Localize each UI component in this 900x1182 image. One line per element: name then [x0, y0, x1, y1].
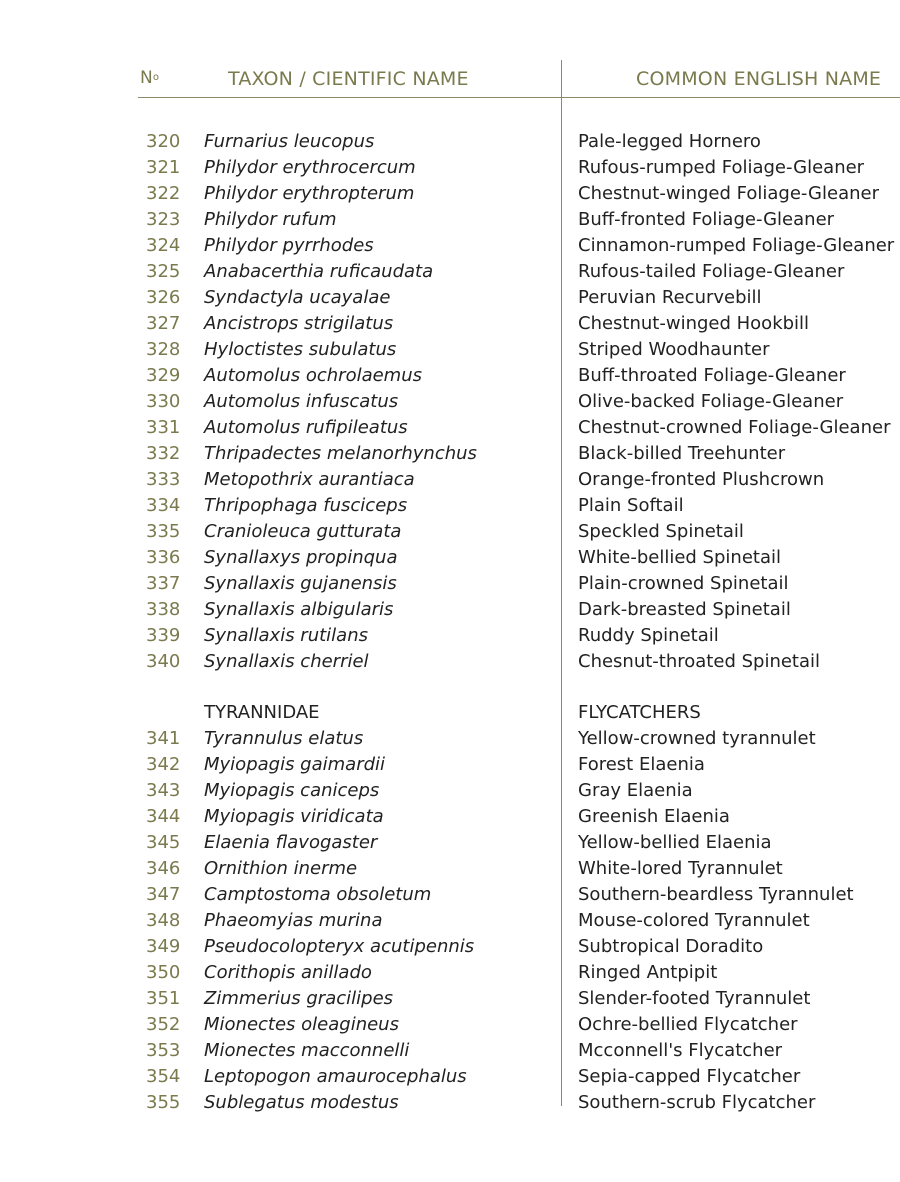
- common-name: Yellow-crowned tyrannulet: [578, 728, 816, 749]
- common-name: Plain-crowned Spinetail: [578, 573, 789, 594]
- scientific-name: Myiopagis viridicata: [204, 806, 384, 827]
- common-name: Black-billed Treehunter: [578, 443, 786, 464]
- scientific-name: Philydor pyrrhodes: [204, 235, 374, 256]
- species-number: 352: [146, 1014, 181, 1035]
- number-header-label: N: [140, 68, 153, 88]
- species-row: [0, 155, 900, 181]
- common-name: Orange-fronted Plushcrown: [578, 469, 825, 490]
- scientific-name: Mionectes oleagineus: [204, 1014, 399, 1035]
- species-number: 344: [146, 806, 181, 827]
- species-row: [0, 882, 900, 908]
- common-name: Subtropical Doradito: [578, 936, 764, 957]
- species-row: [0, 623, 900, 649]
- scientific-name: Ancistrops strigilatus: [204, 313, 394, 334]
- common-name: Plain Softail: [578, 495, 684, 516]
- species-row: [0, 389, 900, 415]
- species-number: 321: [146, 157, 181, 178]
- species-row: [0, 207, 900, 233]
- species-number: 336: [146, 547, 181, 568]
- common-name: Slender-footed Tyrannulet: [578, 988, 811, 1009]
- species-row: [0, 519, 900, 545]
- common-name: Olive-backed Foliage-Gleaner: [578, 391, 844, 412]
- common-name-column-header: COMMON ENGLISH NAME: [636, 68, 882, 90]
- species-number: 322: [146, 183, 181, 204]
- common-name: Pale-legged Hornero: [578, 131, 761, 152]
- common-name: Peruvian Recurvebill: [578, 287, 762, 308]
- species-row: [0, 1012, 900, 1038]
- species-row: [0, 856, 900, 882]
- species-number: 338: [146, 599, 181, 620]
- species-number: 340: [146, 651, 181, 672]
- species-number: 329: [146, 365, 181, 386]
- species-number: 330: [146, 391, 181, 412]
- species-number: 339: [146, 625, 181, 646]
- common-name: Rufous-rumped Foliage-Gleaner: [578, 157, 865, 178]
- species-row: [0, 311, 900, 337]
- common-name: Chesnut-throated Spinetail: [578, 651, 821, 672]
- scientific-name: Ornithion inerme: [204, 858, 358, 879]
- common-name: Ochre-bellied Flycatcher: [578, 1014, 798, 1035]
- species-row: [0, 986, 900, 1012]
- family-common-name: FLYCATCHERS: [578, 702, 701, 723]
- species-number: 348: [146, 910, 181, 931]
- species-row: [0, 181, 900, 207]
- scientific-name: Sublegatus modestus: [204, 1092, 399, 1113]
- scientific-name: Zimmerius gracilipes: [204, 988, 394, 1009]
- species-row: [0, 830, 900, 856]
- species-row: [0, 493, 900, 519]
- species-row: [0, 129, 900, 155]
- species-number: 341: [146, 728, 181, 749]
- species-number: 320: [146, 131, 181, 152]
- scientific-name: Elaenia flavogaster: [204, 832, 378, 853]
- species-number: 327: [146, 313, 181, 334]
- species-number: 332: [146, 443, 181, 464]
- scientific-name: Philydor erythrocercum: [204, 157, 416, 178]
- scientific-name: Tyrannulus elatus: [204, 728, 364, 749]
- scientific-name: Phaeomyias murina: [204, 910, 383, 931]
- common-name: Chestnut-winged Hookbill: [578, 313, 810, 334]
- species-row: [0, 804, 900, 830]
- species-number: 349: [146, 936, 181, 957]
- common-name: Sepia-capped Flycatcher: [578, 1066, 801, 1087]
- species-number: 331: [146, 417, 181, 438]
- species-row: [0, 285, 900, 311]
- scientific-name: Thripophaga fusciceps: [204, 495, 408, 516]
- species-number: 328: [146, 339, 181, 360]
- species-row: [0, 467, 900, 493]
- species-number: 354: [146, 1066, 181, 1087]
- species-row: [0, 597, 900, 623]
- species-row: [0, 441, 900, 467]
- species-row: [0, 415, 900, 441]
- scientific-name: Hyloctistes subulatus: [204, 339, 397, 360]
- common-name: Ringed Antpipit: [578, 962, 718, 983]
- taxon-column-header: TAXON / CIENTIFIC NAME: [228, 68, 469, 90]
- common-name: Southern-beardless Tyrannulet: [578, 884, 854, 905]
- common-name: Cinnamon-rumped Foliage-Gleaner: [578, 235, 895, 256]
- species-row: [0, 1090, 900, 1116]
- species-row: [0, 778, 900, 804]
- scientific-name: Synallaxis gujanensis: [204, 573, 397, 594]
- species-row: [0, 726, 900, 752]
- species-number: 324: [146, 235, 181, 256]
- scientific-name: Synallaxis rutilans: [204, 625, 368, 646]
- scientific-name: Automolus infuscatus: [204, 391, 399, 412]
- species-row: [0, 1038, 900, 1064]
- species-number: 335: [146, 521, 181, 542]
- number-column-header: [140, 68, 159, 88]
- scientific-name: Automolus ochrolaemus: [204, 365, 423, 386]
- species-number: 347: [146, 884, 181, 905]
- common-name: Buff-throated Foliage-Gleaner: [578, 365, 846, 386]
- scientific-name: Pseudocolopteryx acutipennis: [204, 936, 475, 957]
- scientific-name: Thripadectes melanorhynchus: [204, 443, 477, 464]
- species-number: 342: [146, 754, 181, 775]
- scientific-name: Camptostoma obsoletum: [204, 884, 432, 905]
- common-name: Mcconnell's Flycatcher: [578, 1040, 783, 1061]
- species-row: [0, 752, 900, 778]
- scientific-name: Philydor rufum: [204, 209, 337, 230]
- common-name: Rufous-tailed Foliage-Gleaner: [578, 261, 845, 282]
- common-name: Striped Woodhaunter: [578, 339, 770, 360]
- scientific-name: Synallaxys propinqua: [204, 547, 398, 568]
- common-name: Yellow-bellied Elaenia: [578, 832, 772, 853]
- species-number: 334: [146, 495, 181, 516]
- species-row: [0, 545, 900, 571]
- family-heading-row: [0, 700, 900, 726]
- scientific-name: Cranioleuca gutturata: [204, 521, 402, 542]
- species-number: 355: [146, 1092, 181, 1113]
- species-number: 343: [146, 780, 181, 801]
- species-number: 351: [146, 988, 181, 1009]
- common-name: Gray Elaenia: [578, 780, 693, 801]
- common-name: Mouse-colored Tyrannulet: [578, 910, 810, 931]
- common-name: Forest Elaenia: [578, 754, 705, 775]
- species-number: 346: [146, 858, 181, 879]
- species-row: [0, 571, 900, 597]
- scientific-name: Philydor erythropterum: [204, 183, 415, 204]
- family-scientific-name: TYRANNIDAE: [204, 702, 320, 723]
- scientific-name: Synallaxis albigularis: [204, 599, 394, 620]
- species-row: [0, 363, 900, 389]
- common-name: White-bellied Spinetail: [578, 547, 781, 568]
- scientific-name: Automolus rufipileatus: [204, 417, 408, 438]
- scientific-name: Mionectes macconnelli: [204, 1040, 410, 1061]
- common-name: White-lored Tyrannulet: [578, 858, 783, 879]
- common-name: Speckled Spinetail: [578, 521, 744, 542]
- scientific-name: Myiopagis gaimardii: [204, 754, 386, 775]
- scientific-name: Anabacerthia ruficaudata: [204, 261, 434, 282]
- common-name: Dark-breasted Spinetail: [578, 599, 791, 620]
- species-row: [0, 934, 900, 960]
- species-row: [0, 1064, 900, 1090]
- scientific-name: Leptopogon amaurocephalus: [204, 1066, 467, 1087]
- species-number: 345: [146, 832, 181, 853]
- scientific-name: Synallaxis cherriel: [204, 651, 369, 672]
- species-number: 353: [146, 1040, 181, 1061]
- scientific-name: Furnarius leucopus: [204, 131, 375, 152]
- common-name: Chestnut-crowned Foliage-Gleaner: [578, 417, 891, 438]
- number-header-sup: o: [152, 72, 160, 83]
- scientific-name: Corithopis anillado: [204, 962, 372, 983]
- scientific-name: Myiopagis caniceps: [204, 780, 380, 801]
- species-number: 325: [146, 261, 181, 282]
- common-name: Southern-scrub Flycatcher: [578, 1092, 816, 1113]
- species-number: 326: [146, 287, 181, 308]
- species-row: [0, 259, 900, 285]
- species-row: [0, 908, 900, 934]
- species-number: 337: [146, 573, 181, 594]
- scientific-name: Metopothrix aurantiaca: [204, 469, 415, 490]
- common-name: Buff-fronted Foliage-Gleaner: [578, 209, 835, 230]
- species-number: 350: [146, 962, 181, 983]
- species-row: [0, 233, 900, 259]
- species-row: [0, 337, 900, 363]
- common-name: Greenish Elaenia: [578, 806, 730, 827]
- species-row: [0, 649, 900, 675]
- common-name: Ruddy Spinetail: [578, 625, 719, 646]
- header-rule: [138, 97, 900, 98]
- scientific-name: Syndactyla ucayalae: [204, 287, 391, 308]
- species-number: 333: [146, 469, 181, 490]
- common-name: Chestnut-winged Foliage-Gleaner: [578, 183, 879, 204]
- species-row: [0, 960, 900, 986]
- species-number: 323: [146, 209, 181, 230]
